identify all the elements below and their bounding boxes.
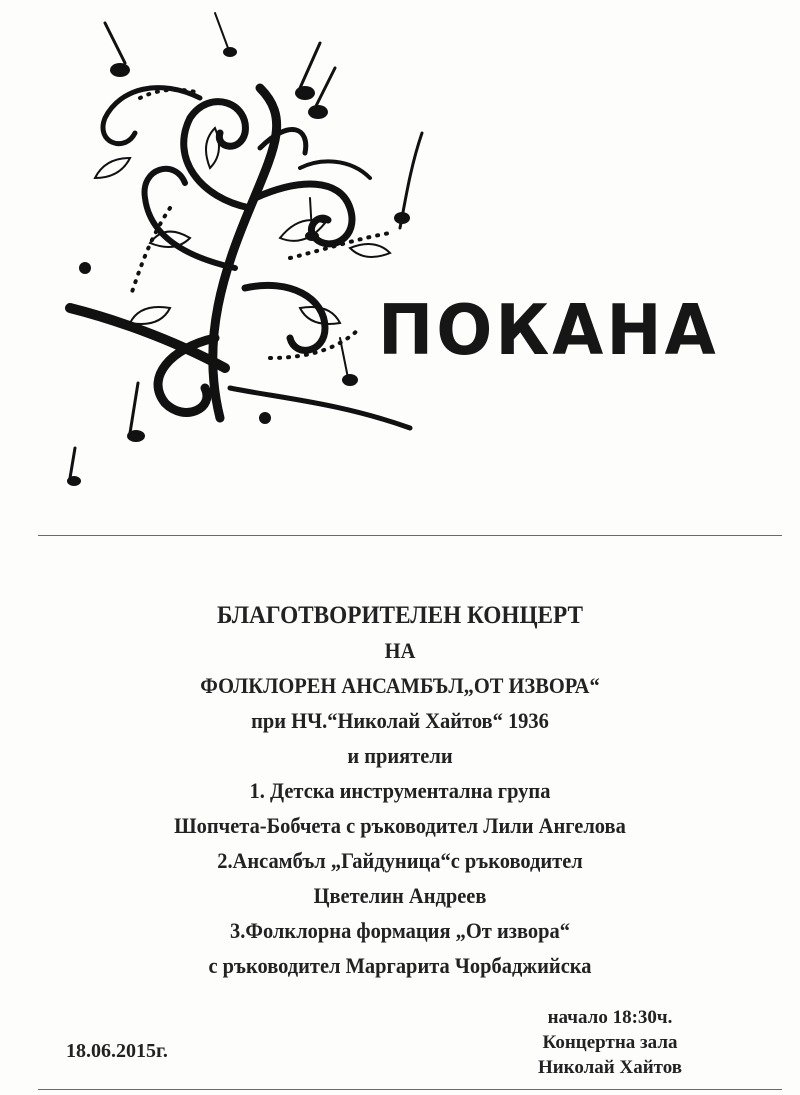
program-line: и приятели [347,743,453,768]
concert-heading: БЛАГОТВОРИТЕЛЕН КОНЦЕРТ [216,602,584,629]
program-line: НА [384,638,416,663]
venue-name-line2: Николай Хайтов [537,1057,683,1078]
invitation-title: ПОКАНА [378,290,719,371]
bottom-divider [38,1089,782,1090]
event-date: 18.06.2015г. [66,1040,168,1062]
concert-program [0,598,800,983]
venue-block [495,1005,725,1080]
program-line: 3.Фолклорна формация „От извора“ [230,918,570,943]
program-line: 1. Детска инструментална група [249,778,551,803]
program-line: Цветелин Андреев [313,883,487,908]
program-line: с ръководител Маргарита Чорбаджийска [208,953,592,978]
program-line: 2.Ансамбъл „Гайдуница“с ръководител [217,848,583,873]
program-line: при НЧ.“Николай Хайтов“ 1936 [251,708,549,733]
program-line: ФОЛКЛОРЕН АНСАМБЪЛ„ОТ ИЗВОРА“ [200,673,600,698]
top-divider [38,535,782,536]
venue-name: Концертна зала [542,1032,678,1053]
floral-music-notes-icon [50,8,450,488]
program-line: Шопчета-Бобчета с ръководител Лили Ангелова [174,813,626,838]
start-time: начало 18:30ч. [547,1007,673,1028]
